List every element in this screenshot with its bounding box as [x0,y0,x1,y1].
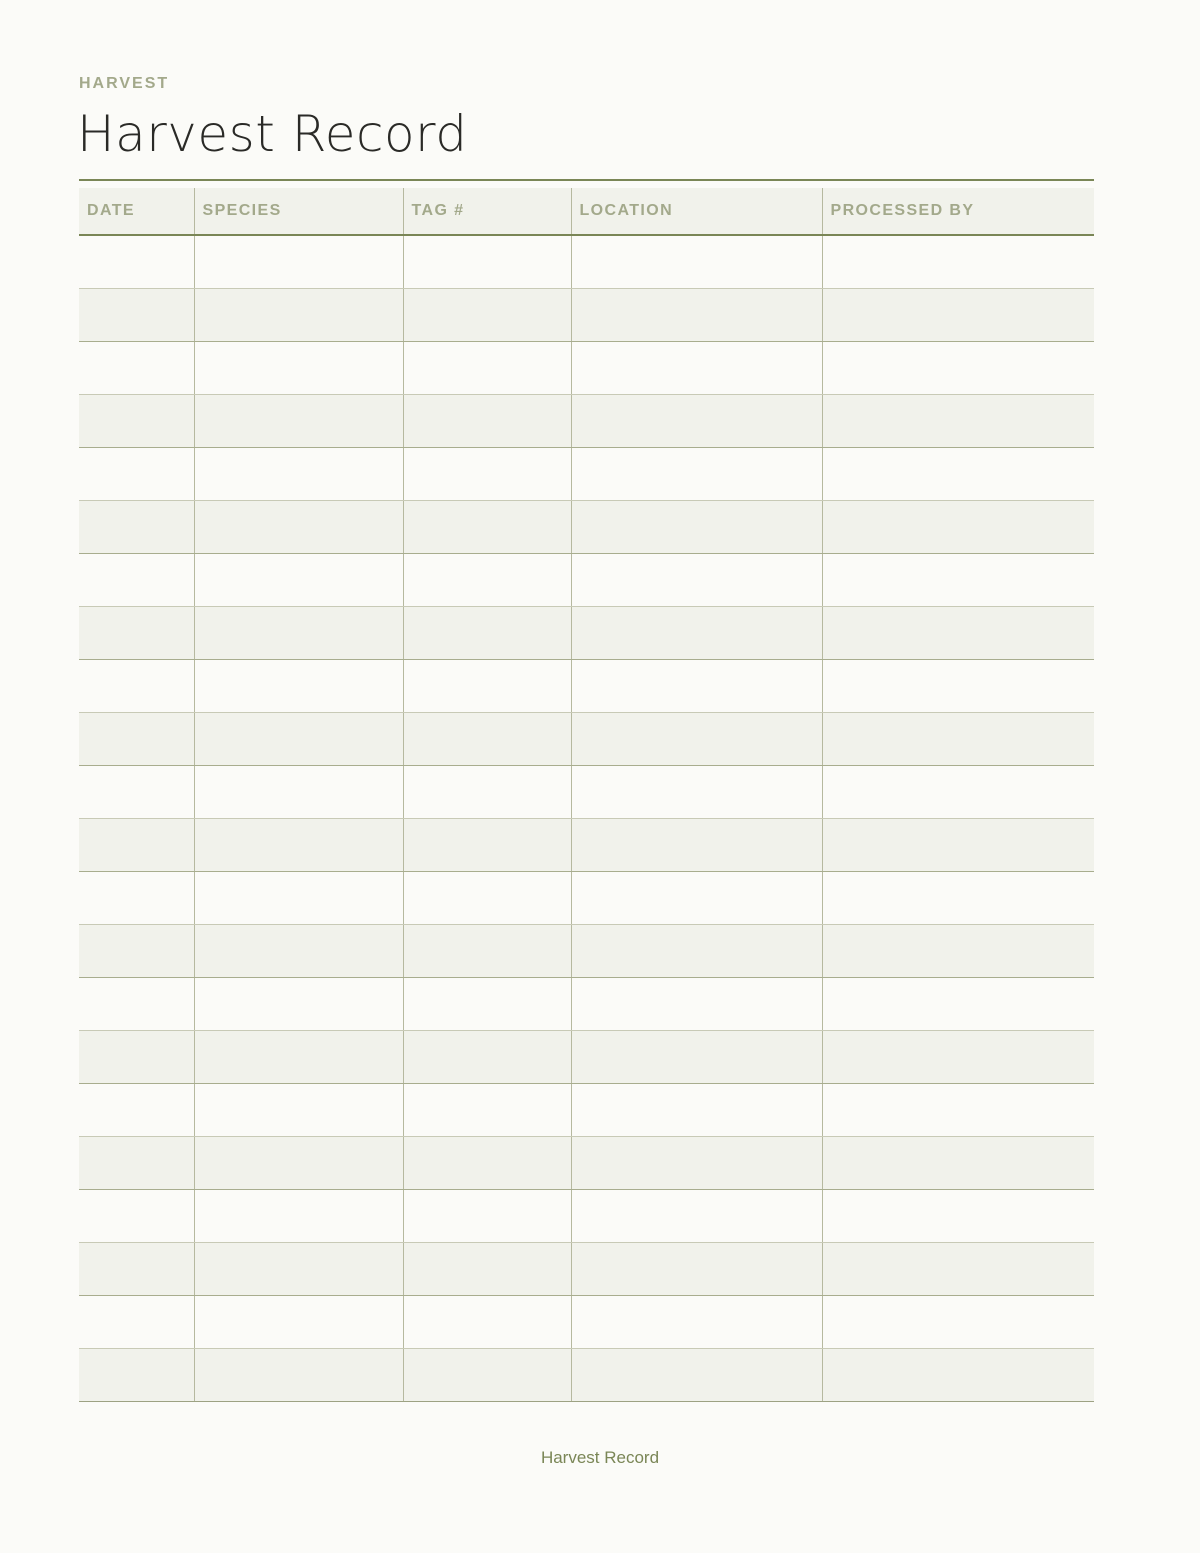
table-row [79,1084,1094,1137]
cell-species[interactable] [194,1031,403,1084]
cell-location[interactable] [571,501,822,554]
cell-processed-by[interactable] [822,554,1094,607]
cell-date[interactable] [79,501,194,554]
cell-tag[interactable] [403,819,571,872]
cell-date[interactable] [79,1243,194,1296]
cell-species[interactable] [194,1137,403,1190]
cell-location[interactable] [571,713,822,766]
cell-processed-by[interactable] [822,1190,1094,1243]
cell-location[interactable] [571,1190,822,1243]
harvest-log-table [79,188,1094,1402]
cell-tag[interactable] [403,235,571,289]
cell-location[interactable] [571,1084,822,1137]
cell-date[interactable] [79,448,194,501]
cell-location[interactable] [571,342,822,395]
cell-processed-by[interactable] [822,819,1094,872]
cell-tag[interactable] [403,448,571,501]
table-row [79,448,1094,501]
cell-tag[interactable] [403,289,571,342]
cell-location[interactable] [571,607,822,660]
cell-date[interactable] [79,872,194,925]
table-body [79,235,1094,1402]
cell-tag[interactable] [403,872,571,925]
cell-processed-by[interactable] [822,1349,1094,1402]
cell-processed-by[interactable] [822,1031,1094,1084]
table-row [79,713,1094,766]
cell-species[interactable] [194,607,403,660]
cell-location[interactable] [571,660,822,713]
column-header-species: SPECIES [194,188,403,235]
cell-species[interactable] [194,660,403,713]
cell-processed-by[interactable] [822,1296,1094,1349]
cell-location[interactable] [571,235,822,289]
table-row [79,925,1094,978]
cell-tag[interactable] [403,1084,571,1137]
table-row [79,1031,1094,1084]
cell-species[interactable] [194,978,403,1031]
cell-tag[interactable] [403,607,571,660]
cell-tag[interactable] [403,1349,571,1402]
cell-species[interactable] [194,713,403,766]
cell-processed-by[interactable] [822,235,1094,289]
cell-processed-by[interactable] [822,607,1094,660]
table-row [79,978,1094,1031]
cell-tag[interactable] [403,978,571,1031]
cell-processed-by[interactable] [822,872,1094,925]
cell-location[interactable] [571,1243,822,1296]
cell-date[interactable] [79,925,194,978]
table-row [79,1137,1094,1190]
cell-date[interactable] [79,978,194,1031]
cell-date[interactable] [79,819,194,872]
table-row [79,395,1094,448]
cell-species[interactable] [194,554,403,607]
cell-species[interactable] [194,1084,403,1137]
table-row [79,342,1094,395]
cell-processed-by[interactable] [822,1243,1094,1296]
cell-location[interactable] [571,1296,822,1349]
cell-location[interactable] [571,554,822,607]
cell-species[interactable] [194,342,403,395]
cell-location[interactable] [571,872,822,925]
cell-processed-by[interactable] [822,448,1094,501]
cell-location[interactable] [571,1031,822,1084]
cell-processed-by[interactable] [822,501,1094,554]
column-header-location: LOCATION [571,188,822,235]
cell-location[interactable] [571,925,822,978]
cell-processed-by[interactable] [822,395,1094,448]
cell-date[interactable] [79,607,194,660]
cell-species[interactable] [194,1243,403,1296]
table-row [79,289,1094,342]
cell-location[interactable] [571,819,822,872]
cell-date[interactable] [79,395,194,448]
table-row [79,501,1094,554]
cell-date[interactable] [79,660,194,713]
cell-location[interactable] [571,1349,822,1402]
cell-date[interactable] [79,554,194,607]
cell-date[interactable] [79,235,194,289]
cell-location[interactable] [571,395,822,448]
cell-date[interactable] [79,1031,194,1084]
cell-processed-by[interactable] [822,1137,1094,1190]
cell-tag[interactable] [403,1031,571,1084]
cell-species[interactable] [194,819,403,872]
cell-processed-by[interactable] [822,978,1094,1031]
cell-processed-by[interactable] [822,925,1094,978]
table-header-row [79,188,1094,235]
column-header-date: DATE [79,188,194,235]
column-header-tag: TAG # [403,188,571,235]
cell-species[interactable] [194,872,403,925]
cell-date[interactable] [79,1349,194,1402]
eyebrow-label: HARVEST [79,75,170,92]
table-row [79,554,1094,607]
cell-processed-by[interactable] [822,342,1094,395]
cell-species[interactable] [194,766,403,819]
cell-tag[interactable] [403,713,571,766]
table-row [79,235,1094,289]
table-row [79,1349,1094,1402]
cell-species[interactable] [194,235,403,289]
column-header-processed-by: PROCESSED BY [822,188,1094,235]
cell-species[interactable] [194,501,403,554]
cell-species[interactable] [194,925,403,978]
cell-tag[interactable] [403,342,571,395]
title-divider [79,179,1094,181]
cell-species[interactable] [194,1296,403,1349]
cell-tag[interactable] [403,395,571,448]
cell-species[interactable] [194,1349,403,1402]
cell-species[interactable] [194,1190,403,1243]
page-footer: Harvest Record [540,1448,660,1467]
cell-tag[interactable] [403,554,571,607]
cell-species[interactable] [194,289,403,342]
cell-location[interactable] [571,448,822,501]
page-title: Harvest Record [77,105,468,163]
cell-tag[interactable] [403,1296,571,1349]
cell-species[interactable] [194,395,403,448]
cell-date[interactable] [79,1084,194,1137]
table-row [79,607,1094,660]
cell-date[interactable] [79,1137,194,1190]
cell-species[interactable] [194,448,403,501]
table-row [79,766,1094,819]
cell-location[interactable] [571,289,822,342]
cell-processed-by[interactable] [822,660,1094,713]
cell-processed-by[interactable] [822,289,1094,342]
table-row [79,1243,1094,1296]
table-row [79,872,1094,925]
cell-tag[interactable] [403,501,571,554]
cell-tag[interactable] [403,925,571,978]
cell-date[interactable] [79,342,194,395]
cell-tag[interactable] [403,1137,571,1190]
cell-date[interactable] [79,289,194,342]
cell-date[interactable] [79,1296,194,1349]
cell-tag[interactable] [403,660,571,713]
table-row [79,660,1094,713]
cell-tag[interactable] [403,766,571,819]
cell-date[interactable] [79,713,194,766]
cell-date[interactable] [79,766,194,819]
table-row [79,1296,1094,1349]
cell-processed-by[interactable] [822,1084,1094,1137]
cell-tag[interactable] [403,1243,571,1296]
cell-processed-by[interactable] [822,713,1094,766]
cell-processed-by[interactable] [822,766,1094,819]
cell-location[interactable] [571,1137,822,1190]
cell-tag[interactable] [403,1190,571,1243]
cell-location[interactable] [571,978,822,1031]
table-row [79,819,1094,872]
table-row [79,1190,1094,1243]
cell-location[interactable] [571,766,822,819]
cell-date[interactable] [79,1190,194,1243]
